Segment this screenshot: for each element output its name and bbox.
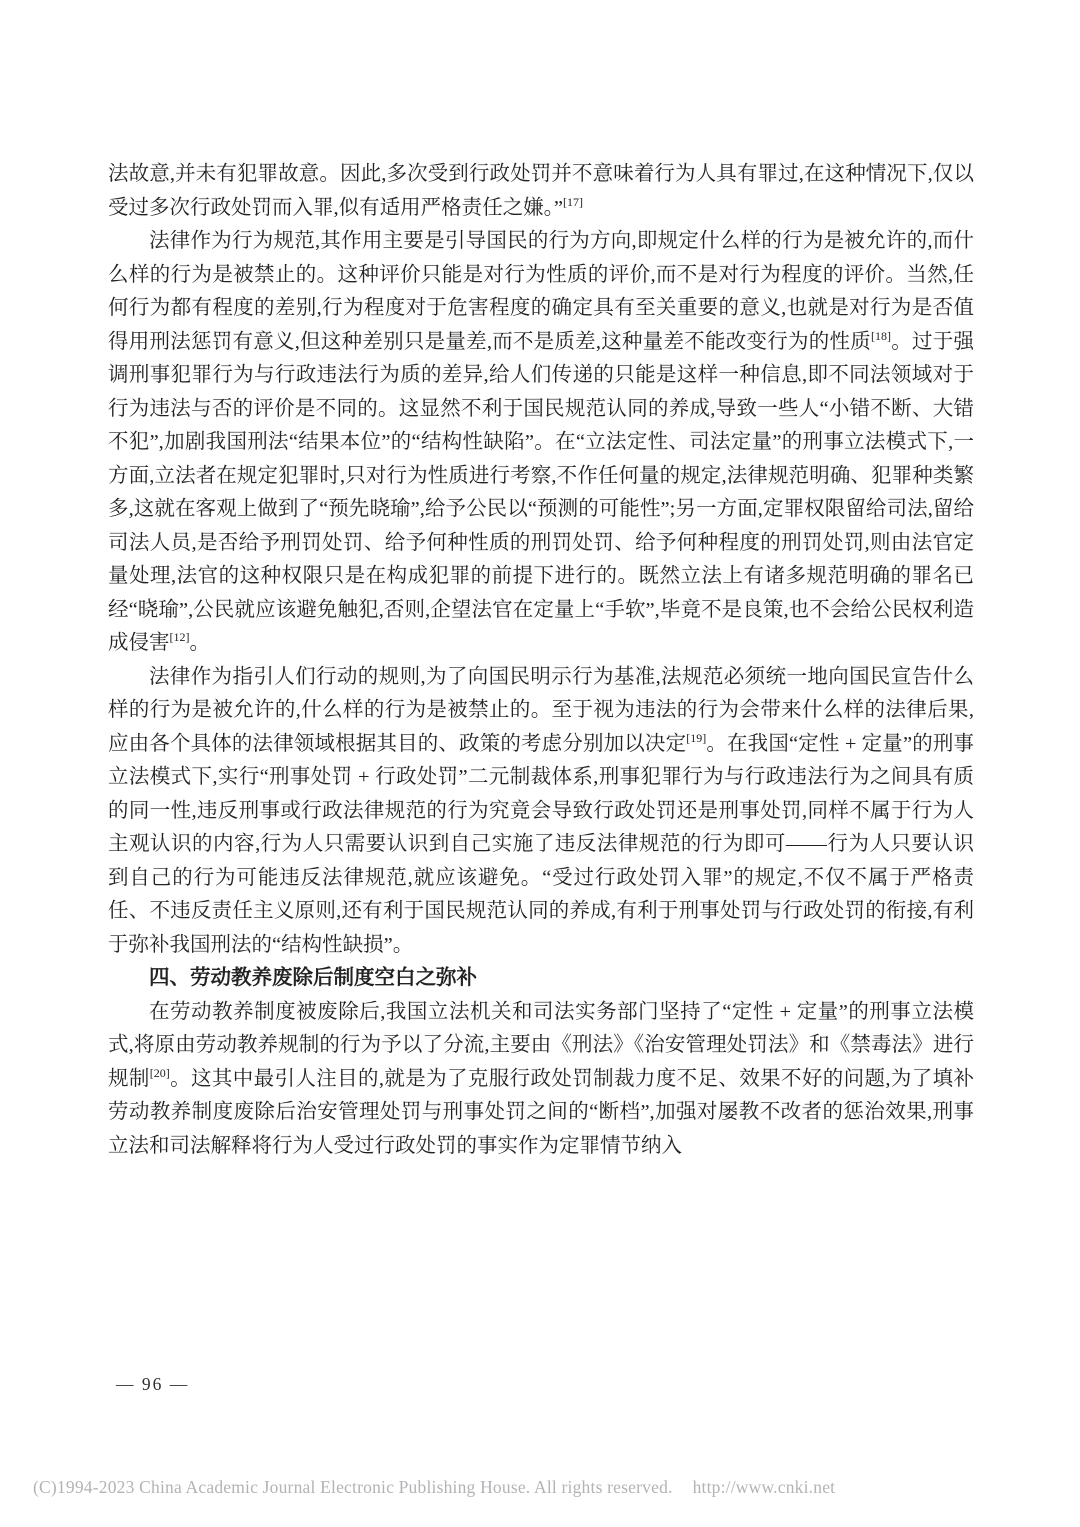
page-number: — 96 — — [116, 1374, 190, 1394]
article-text-block — [108, 158, 974, 1163]
page-footer — [33, 1477, 1053, 1498]
footnote-ref: [19] — [686, 730, 707, 745]
section-heading-four — [108, 962, 974, 996]
paragraph-after-laojiao-abolition — [108, 996, 974, 1164]
text-run: 法律作为行为规范,其作用主要是引导国民的行为方向,即规定什么样的行为是被允许的,而什么样的行为是被禁止的。这种评价只能是对行为性质的评价,而不是对行为程度的评价。当然,任何行为都有程度的差别,行为程度对于危害程度的确定具有至关重要的意义,也就是对行为是否值得用刑法惩罚有意义,但这种差别只是量差,而不是质差,这种量差不能改变行为的性质 — [108, 230, 974, 353]
footer-url: http://www.cnki.net — [692, 1477, 836, 1497]
text-run: 。过于强调刑事犯罪行为与行政违法行为质的差异,给人们传递的只能是这样一种信息,即不同法领域对于行为违法与否的评价是不同的。这显然不利于国民规范认同的养成,导致一些人“小错不断、大错不犯”,加剧我国刑法“结果本位”的“结构性缺陷”。在“立法定性、司法定量”的刑事立法模式下,一方面,立法者在规定犯罪时,只对行为性质进行考察,不作任何量的规定,法律规范明确、犯罪种类繁多,这就在客观上做到了“预先晓瑜”,给予公民以“预测的可能性”;另一方面,定罪权限留给司法,留给司法人员,是否给予刑罚处罚、给予何种性质的刑罚处罚、给予何种程度的刑罚处罚,则由法官定量处理,法官的这种权限只是在构成犯罪的前提下进行的。既然立法上有诸多规范明确的罪名已经“晓瑜”,公民就应该避免触犯,否则,企望法官在定量上“手软”,毕竟不是良策,也不会给公民权利造成侵害 — [108, 330, 975, 654]
text-run: 。在我国“定性 + 定量”的刑事立法模式下,实行“刑事处罚 + 行政处罚”二元制裁体系,刑事犯罪行为与行政违法行为之间具有质的同一性,违反刑事或行政法律规范的行为究竟会导致行政处罚还是刑事处罚,同样不属于行为人主观认识的内容,行为人只需要认识到自己实施了违反法律规范的行为即可——行为人只要认识到自己的行为可能违反法律规范,就应该避免。“受过行政处罚入罪”的规定,不仅不属于严格责任、不违反责任主义原则,还有利于国民规范认同的养成,有利于刑事处罚与行政处罚的衔接,有利于弥补我国刑法的“结构性缺损”。 — [108, 732, 975, 956]
paragraph-quotation-continuation — [108, 158, 974, 225]
footnote-ref: [17] — [562, 194, 583, 209]
text-run: 四、劳动教养废除后制度空白之弥补 — [149, 967, 477, 989]
copyright-text: (C)1994-2023 China Academic Journal Electronic Publishing House. All rights reserved. — [33, 1477, 673, 1497]
text-run: 法律作为指引人们行动的规则,为了向国民明示行为基准,法规范必须统一地向国民宣告什么样的行为是被允许的,什么样的行为是被禁止的。至于视为违法的行为会带来什么样的法律后果,应由各个具体的法律领域根据其目的、政策的考虑分别加以决定 — [108, 665, 974, 755]
text-run: 法故意,并未有犯罪故意。因此,多次受到行政处罚并不意味着行为人具有罪过,在这种情况下,仅以受过多次行政处罚而入罪,似有适用严格责任之嫌。” — [108, 163, 974, 219]
footnote-ref: [12] — [169, 630, 190, 645]
text-run: 。这其中最引人注目的,就是为了克服行政处罚制裁力度不足、效果不好的问题,为了填补劳动教养制度废除后治安管理处罚与刑事处罚之间的“断档”,加强对屡教不改者的惩治效果,刑事立法和司法解释将行为人受过行政处罚的事实作为定罪情节纳入 — [108, 1067, 974, 1157]
text-run: 在劳动教养制度被废除后,我国立法机关和司法实务部门坚持了“定性 + 定量”的刑事立法模式,将原由劳动教养规制的行为予以了分流,主要由《刑法》《治安管理处罚法》和《禁毒法》进行规制 — [108, 1000, 974, 1090]
paragraph-law-as-guide-of-action — [108, 661, 974, 963]
text-run: 。 — [189, 632, 210, 654]
paragraph-law-as-behavior-norm — [108, 225, 974, 661]
footnote-ref: [20] — [149, 1065, 170, 1080]
footnote-ref: [18] — [871, 328, 892, 343]
